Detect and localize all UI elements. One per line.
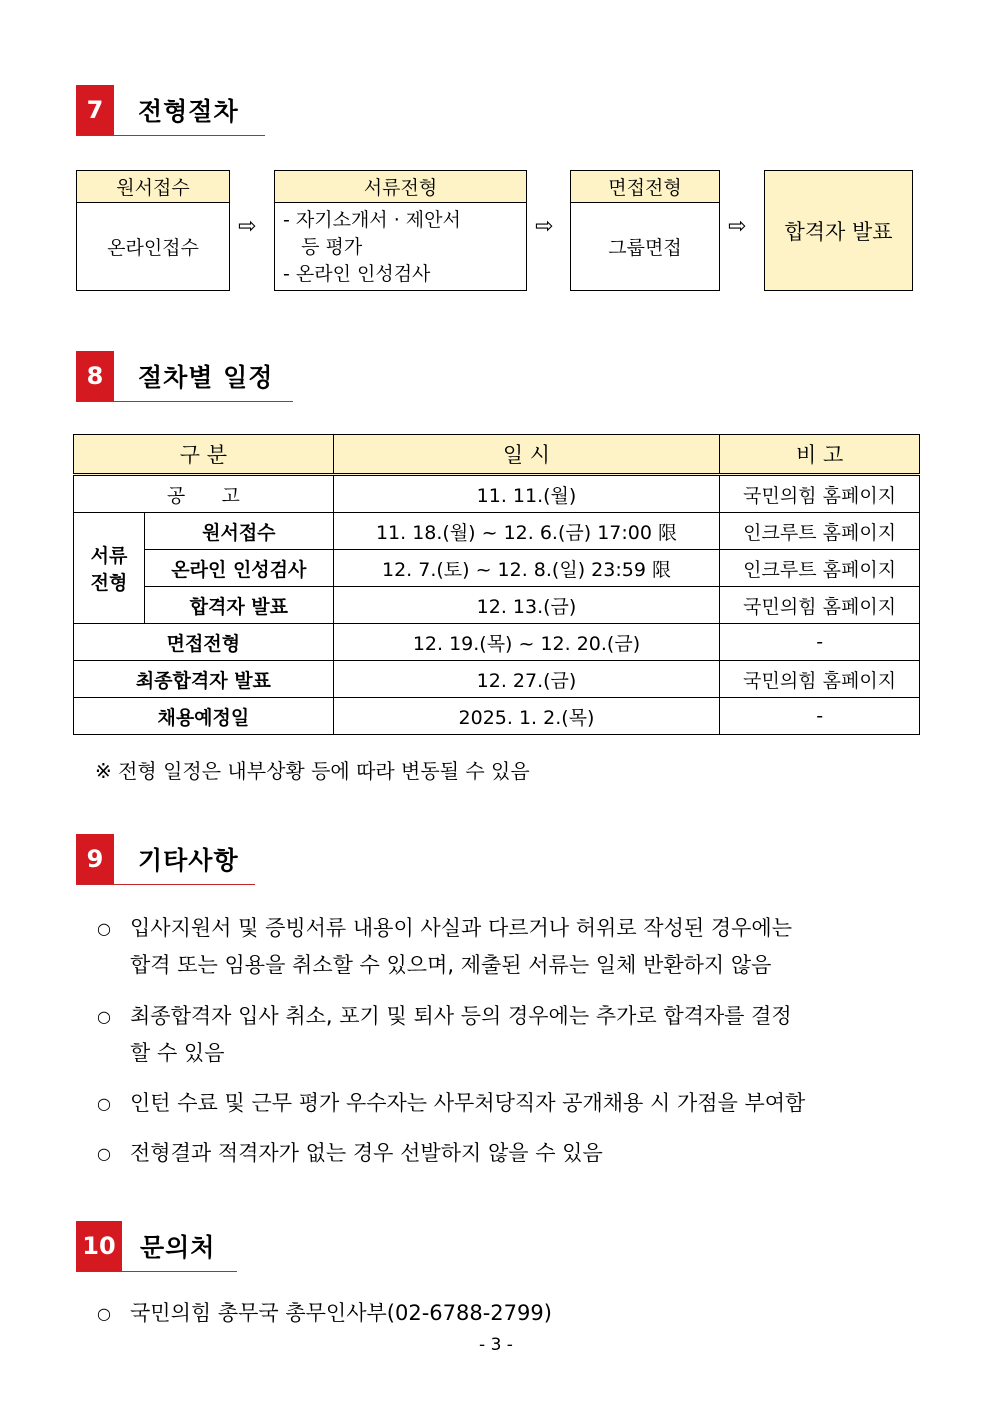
list-item-line: 합격 또는 임용을 취소할 수 있으며, 제출된 서류는 일체 반환하지 않음 bbox=[130, 953, 772, 977]
header-category: 구 분 bbox=[74, 435, 334, 475]
row-label: 원서접수 bbox=[144, 513, 333, 550]
section-number: 10 bbox=[76, 1221, 122, 1271]
list-item-line: 입사지원서 및 증빙서류 내용이 사실과 다르거나 허위로 작성된 경우에는 bbox=[130, 916, 792, 940]
bullet-icon: ○ bbox=[97, 1007, 111, 1026]
row-label: 합격자 발표 bbox=[144, 587, 333, 624]
section-title: 문의처 bbox=[140, 1233, 216, 1262]
table-row bbox=[74, 587, 920, 624]
schedule-footnote: ※ 전형 일정은 내부상황 등에 따라 변동될 수 있음 bbox=[95, 759, 530, 783]
page-number: - 3 - bbox=[479, 1335, 513, 1355]
row-date: 12. 13.(금) bbox=[333, 587, 720, 624]
table-header-row bbox=[74, 435, 920, 475]
row-date: 11. 11.(월) bbox=[333, 475, 720, 513]
section-title: 기타사항 bbox=[138, 846, 239, 875]
section-9-header bbox=[76, 834, 255, 885]
section-8-header bbox=[76, 351, 293, 402]
bullet-icon: ○ bbox=[97, 1304, 111, 1323]
flow-step-head: 원서접수 bbox=[77, 171, 229, 203]
row-date: 12. 19.(목) ~ 12. 20.(금) bbox=[333, 624, 720, 661]
header-date: 일 시 bbox=[333, 435, 720, 475]
table-row bbox=[74, 550, 920, 587]
group-label-line: 전형 bbox=[90, 572, 128, 594]
list-item bbox=[97, 910, 920, 984]
row-label: 최종합격자 발표 bbox=[74, 661, 334, 698]
flow-step-item: - 온라인 인성검사 bbox=[283, 263, 431, 285]
section-number: 8 bbox=[76, 351, 114, 401]
table-row bbox=[74, 661, 920, 698]
section-number: 7 bbox=[76, 85, 114, 135]
group-label-line: 서류 bbox=[90, 545, 128, 567]
section-7-header bbox=[76, 85, 265, 136]
row-date: 2025. 1. 2.(목) bbox=[333, 698, 720, 735]
section-title: 전형절차 bbox=[138, 97, 239, 126]
list-item-line: 할 수 있음 bbox=[130, 1041, 225, 1065]
list-item-line: 전형결과 적격자가 없는 경우 선발하지 않을 수 있음 bbox=[130, 1141, 603, 1165]
flow-step-body: 그룹면접 bbox=[608, 237, 682, 259]
header-note: 비 고 bbox=[720, 435, 920, 475]
contact-item bbox=[97, 1295, 920, 1332]
flow-step-item: - 자기소개서 · 제안서 bbox=[283, 209, 461, 231]
list-item-line: 인턴 수료 및 근무 평가 우수자는 사무처당직자 공개채용 시 가점을 부여함 bbox=[130, 1091, 806, 1115]
table-row bbox=[74, 513, 920, 550]
flow-step-body bbox=[275, 203, 526, 290]
row-label: 면접전형 bbox=[74, 624, 334, 661]
flow-step-head: 서류전형 bbox=[275, 171, 526, 203]
flow-step-result: 합격자 발표 bbox=[764, 170, 913, 291]
row-note: 인크루트 홈페이지 bbox=[720, 513, 920, 550]
flow-step-application bbox=[76, 170, 230, 291]
flow-step-item: 등 평가 bbox=[283, 236, 363, 258]
row-date: 12. 27.(금) bbox=[333, 661, 720, 698]
row-date: 12. 7.(토) ~ 12. 8.(일) 23:59 限 bbox=[333, 550, 720, 587]
bullet-icon: ○ bbox=[97, 1144, 111, 1163]
row-note: 국민의힘 홈페이지 bbox=[720, 661, 920, 698]
arrow-right-icon: ⇨ bbox=[535, 214, 554, 239]
row-date: 11. 18.(월) ~ 12. 6.(금) 17:00 限 bbox=[333, 513, 720, 550]
list-item-line: 최종합격자 입사 취소, 포기 및 퇴사 등의 경우에는 추가로 합격자를 결정 bbox=[130, 1004, 792, 1028]
flow-step-document bbox=[274, 170, 527, 291]
row-label: 채용예정일 bbox=[74, 698, 334, 735]
group-label bbox=[74, 513, 145, 624]
bullet-icon: ○ bbox=[97, 919, 111, 938]
flow-step-interview bbox=[570, 170, 720, 291]
row-note: - bbox=[720, 624, 920, 661]
contact-text: 국민의힘 총무국 총무인사부(02-6788-2799) bbox=[130, 1301, 552, 1325]
list-item bbox=[97, 1085, 920, 1122]
row-label: 공 고 bbox=[74, 475, 334, 513]
flow-step-body: 온라인접수 bbox=[107, 237, 199, 259]
bullet-icon: ○ bbox=[97, 1094, 111, 1113]
arrow-right-icon: ⇨ bbox=[238, 214, 257, 239]
section-title: 절차별 일정 bbox=[138, 363, 274, 392]
table-row bbox=[74, 475, 920, 513]
table-row bbox=[74, 624, 920, 661]
row-label: 온라인 인성검사 bbox=[144, 550, 333, 587]
row-note: - bbox=[720, 698, 920, 735]
schedule-table bbox=[73, 434, 920, 735]
row-note: 인크루트 홈페이지 bbox=[720, 550, 920, 587]
list-item bbox=[97, 1135, 920, 1172]
list-item bbox=[97, 998, 920, 1072]
arrow-right-icon: ⇨ bbox=[728, 214, 747, 239]
section-number: 9 bbox=[76, 834, 114, 884]
section-10-header bbox=[76, 1221, 237, 1272]
flow-step-head: 면접전형 bbox=[571, 171, 719, 203]
row-note: 국민의힘 홈페이지 bbox=[720, 475, 920, 513]
table-row bbox=[74, 698, 920, 735]
row-note: 국민의힘 홈페이지 bbox=[720, 587, 920, 624]
